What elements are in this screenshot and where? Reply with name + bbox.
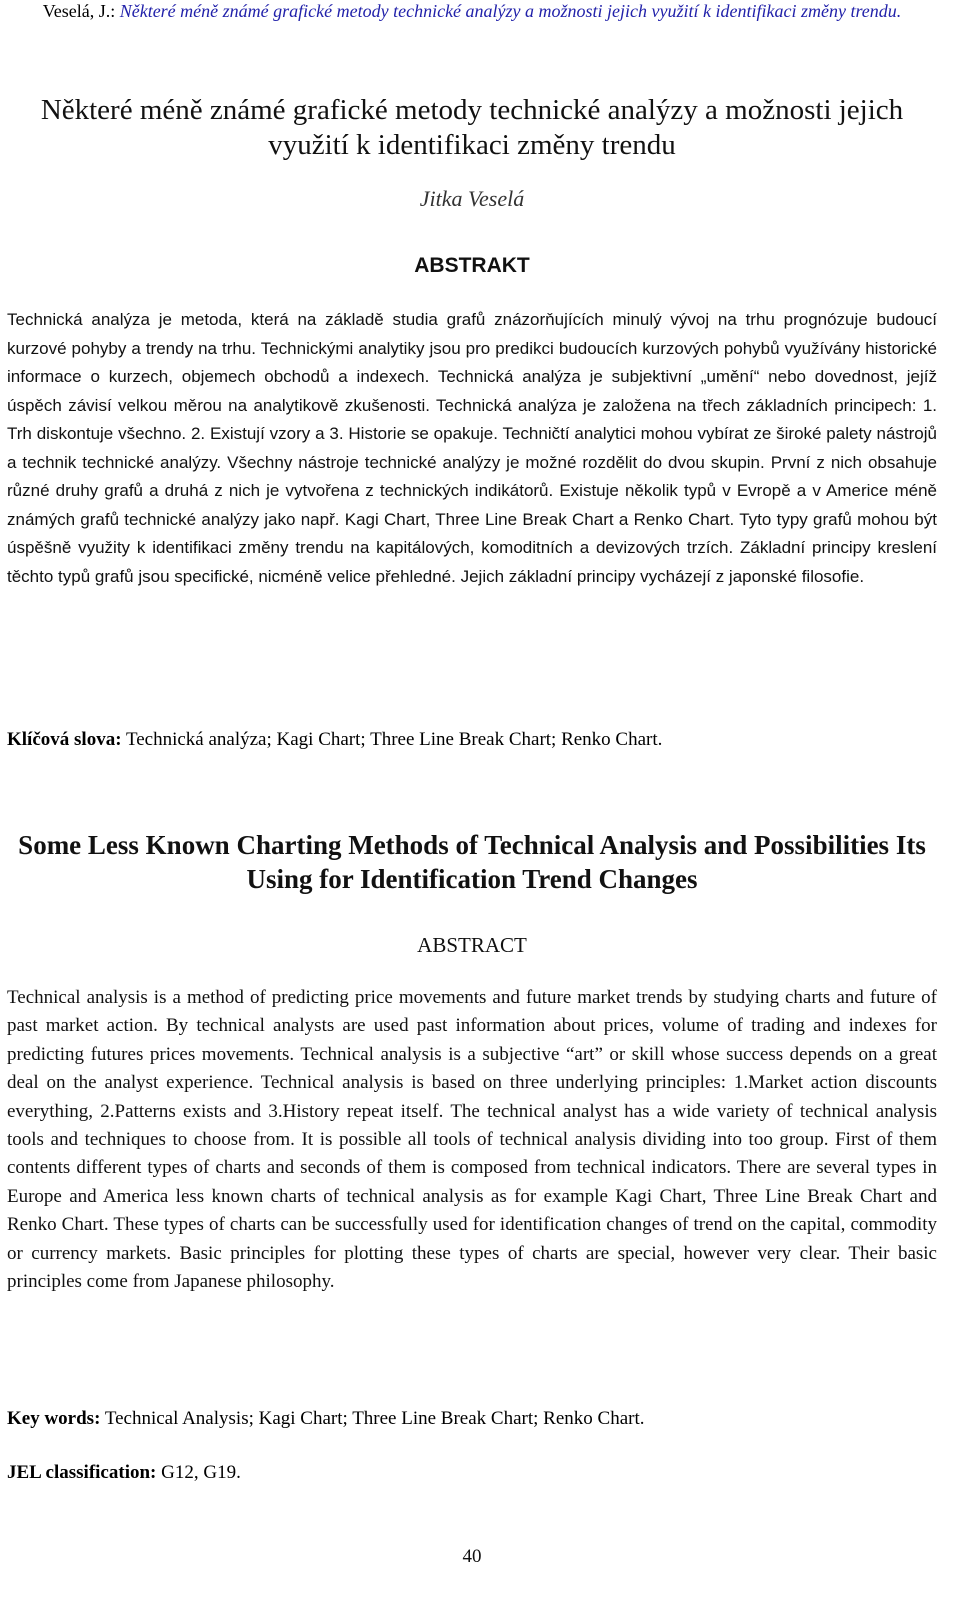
english-title: Some Less Known Charting Methods of Technical Analysis and Possibilities Its Using for Identification Trend Changes — [18, 830, 926, 894]
jel-label: JEL classification: — [7, 1462, 157, 1483]
english-keywords-value: Technical Analysis; Kagi Chart; Three Line Break Chart; Renko Chart. — [100, 1408, 645, 1429]
czech-keywords — [7, 727, 937, 753]
jel-value: G12, G19. — [156, 1462, 241, 1483]
jel-classification — [7, 1460, 937, 1486]
english-abstract-text: Technical analysis is a method of predicting price movements and future market trends by studying charts and future of past market action. By technical analysts are used past information about prices, volume of trading and indexes for predicting futures prices movements. Technical analysis is a subjective “art” or skill whose success depends on a great deal on the analyst experience. Technical analysis is based on three underlying principles: 1.Market action discounts everything, 2.Patterns exists and 3.History repeat itself. The technical analyst has a wide variety of technical analysis tools and techniques to choose from. It is possible all tools of technical analysis dividing into too group. First of them contents different types of charts and seconds of them is composed from technical indicators. There are several types in Europe and America less known charts of technical analysis as for example Kagi Chart, Three Line Break Chart and Renko Chart. These types of charts can be successfully used for identification changes of trend on the capital, commodity or currency markets. Basic principles for plotting these types of charts are special, however very clear. Their basic principles come from Japanese philosophy. — [7, 987, 937, 1293]
czech-keywords-value: Technická analýza; Kagi Chart; Three Line Break Chart; Renko Chart. — [121, 729, 663, 750]
author-name: Jitka Veselá — [419, 186, 525, 211]
czech-abstract-heading: ABSTRAKT — [414, 254, 530, 277]
english-keywords-label: Key words: — [7, 1408, 101, 1429]
paper-page — [7, 0, 937, 1601]
czech-title: Některé méně známé grafické metody technické analýzy a možnosti jejich využití k identifikaci změny trendu — [40, 94, 904, 161]
english-abstract-heading: ABSTRACT — [417, 933, 527, 957]
running-header-title: Některé méně známé grafické metody technické analýzy a možnosti jejich využití k identifikaci změny trendu. — [119, 1, 902, 21]
page-number: 40 — [462, 1546, 482, 1567]
running-header — [7, 0, 937, 22]
czech-keywords-label: Klíčová slova: — [7, 729, 122, 750]
running-header-author: Veselá, J.: — [42, 1, 120, 21]
english-keywords — [7, 1406, 937, 1432]
czech-abstract-text: Technická analýza je metoda, která na základě studia grafů znázorňujících minulý vývoj na trhu prognózuje budoucí kurzové pohyby a trendy na trhu. Technickými analytiky jsou pro predikci budoucích kurzových pohybů využívány historické informace o kurzech, objemech obchodů a indexech. Technická analýza je subjektivní „umění“ nebo dovednost, jejíž úspěch závisí velkou měrou na analytikově zkušenosti. Technická analýza je založena na třech základních principech: 1. Trh diskontuje všechno. 2. Existují vzory a 3. Historie se opakuje. Techničtí analytici mohou vybírat ze široké palety nástrojů a technik technické analýzy. Všechny nástroje technické analýzy je možné rozdělit do dvou skupin. První z nich obsahuje různé druhy grafů a druhá z nich je vytvořena z technických indikátorů. Existuje několik typů v Evropě a v Americe méně známých grafů technické analýzy jako např. Kagi Chart, Three Line Break Chart a Renko Chart. Tyto typy grafů mohou být úspěšně využity k identifikaci změny trendu na kapitálových, komoditních a devizových trzích. Základní principy kreslení těchto typů grafů jsou specifické, nicméně velice přehledné. Jejich základní principy vycházejí z japonské filosofie. — [7, 310, 937, 586]
